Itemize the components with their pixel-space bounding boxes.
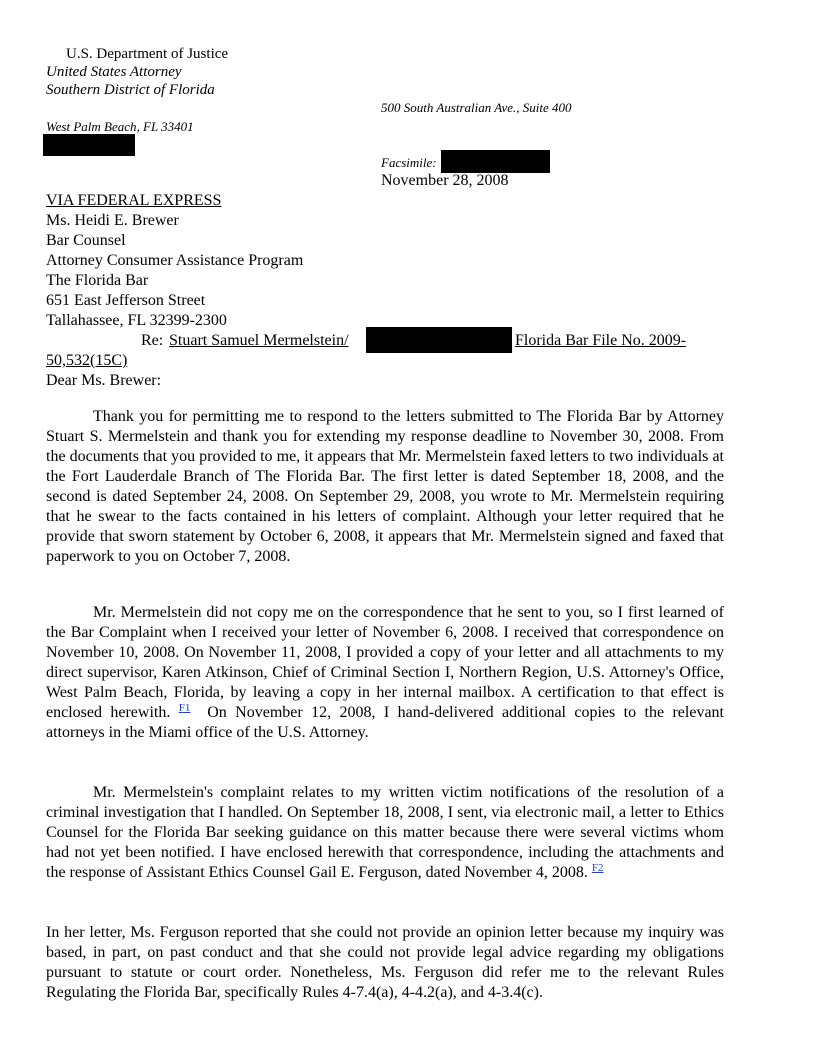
body-paragraph-4: In her letter, Ms. Ferguson reported that she could not provide an opinion letter because my inquiry was based, in part, on past conduct and that she could not provide legal advice regarding my obligations pursuant to statute or court order. Nonetheless, Ms. Ferguson did refer me to the relevant Rules Regulating the Florida Bar, specifically Rules 4-7.4(a), 4-4.2(a), and 4-3.4(c). <box>46 924 724 1001</box>
letterhead-city: West Palm Beach, FL 33401 <box>46 119 194 134</box>
delivery-method: VIA FEDERAL EXPRESS <box>46 192 222 209</box>
body-paragraph-3-text: Mr. Mermelstein's complaint relates to my written victim notifications of the resolution of a criminal investigation that I handled. On September 18, 2008, I sent, via electronic mail, a letter to Ethics Counsel for the Florida Bar seeking guidance on this matter because there were several victims whom had not yet been notified. I have enclosed herewith that correspondence, including the attachments and the response of Assistant Ethics Counsel Gail E. Ferguson, dated November 4, 2008. <box>46 784 724 881</box>
letterhead-district: Southern District of Florida <box>46 82 215 98</box>
redaction-phone <box>43 134 135 156</box>
body-paragraph-1: Thank you for permitting me to respond to the letters submitted to The Florida Bar by Attorney Stuart S. Mermelstein and thank you for extending my response deadline to November 30, 2008. From the documents that you provided to me, it appears that Mr. Mermelstein faxed letters to two individuals at the Fort Lauderdale Branch of The Florida Bar. The first letter is dated September 18, 2008, and the second is dated September 24, 2008. On September 29, 2008, you wrote to Mr. Mermelstein requiring that he swear to the facts contained in his letters of complaint. Although your letter required that he provide that sworn statement by October 6, 2008, it appears that Mr. Mermelstein signed and faxed that paperwork to you on October 7, 2008. <box>46 408 724 565</box>
recipient-street: 651 East Jefferson Street <box>46 292 206 309</box>
footnote-link-f2[interactable]: F2 <box>591 862 604 874</box>
redaction-facsimile <box>441 150 550 173</box>
re-subject-name: Stuart Samuel Mermelstein/ <box>169 332 349 349</box>
letterhead-office: United States Attorney <box>46 64 182 80</box>
recipient-organization: The Florida Bar <box>46 272 149 289</box>
recipient-city: Tallahassee, FL 32399-2300 <box>46 312 227 329</box>
body-paragraph-2-text-cont: On November 12, 2008, I hand-delivered additional copies to the relevant attorneys in the Miami office of the U.S. Attorney. <box>46 704 724 741</box>
facsimile-label: Facsimile: <box>381 155 437 170</box>
re-file-number-cont: 50,532(15C) <box>46 352 128 369</box>
letterhead-address: 500 South Australian Ave., Suite 400 <box>381 100 572 115</box>
recipient-title: Bar Counsel <box>46 232 126 249</box>
recipient-program: Attorney Consumer Assistance Program <box>46 252 304 269</box>
re-file-number: Florida Bar File No. 2009- <box>515 332 687 349</box>
re-label: Re: <box>141 332 164 349</box>
recipient-name: Ms. Heidi E. Brewer <box>46 212 179 229</box>
redaction-subject <box>366 327 512 353</box>
footnote-link-f1[interactable]: F1 <box>178 702 191 714</box>
body-paragraph-2-text: Mr. Mermelstein did not copy me on the correspondence that he sent to you, so I first learned of the Bar Complaint when I received your letter of November 6, 2008. I received that correspondence on November 10, 2008. On November 11, 2008, I provided a copy of your letter and all attachments to my direct supervisor, Karen Atkinson, Chief of Criminal Section I, Northern Region, U.S. Attorney's Office, West Palm Beach, Florida, by leaving a copy in her internal mailbox. A certification to that effect is enclosed herewith. <box>46 604 724 721</box>
body-paragraph-2 <box>46 603 724 743</box>
letter-date: November 28, 2008 <box>381 172 509 189</box>
body-paragraph-3 <box>46 783 724 883</box>
letterhead-department: U.S. Department of Justice <box>66 46 229 62</box>
salutation: Dear Ms. Brewer: <box>46 372 162 389</box>
